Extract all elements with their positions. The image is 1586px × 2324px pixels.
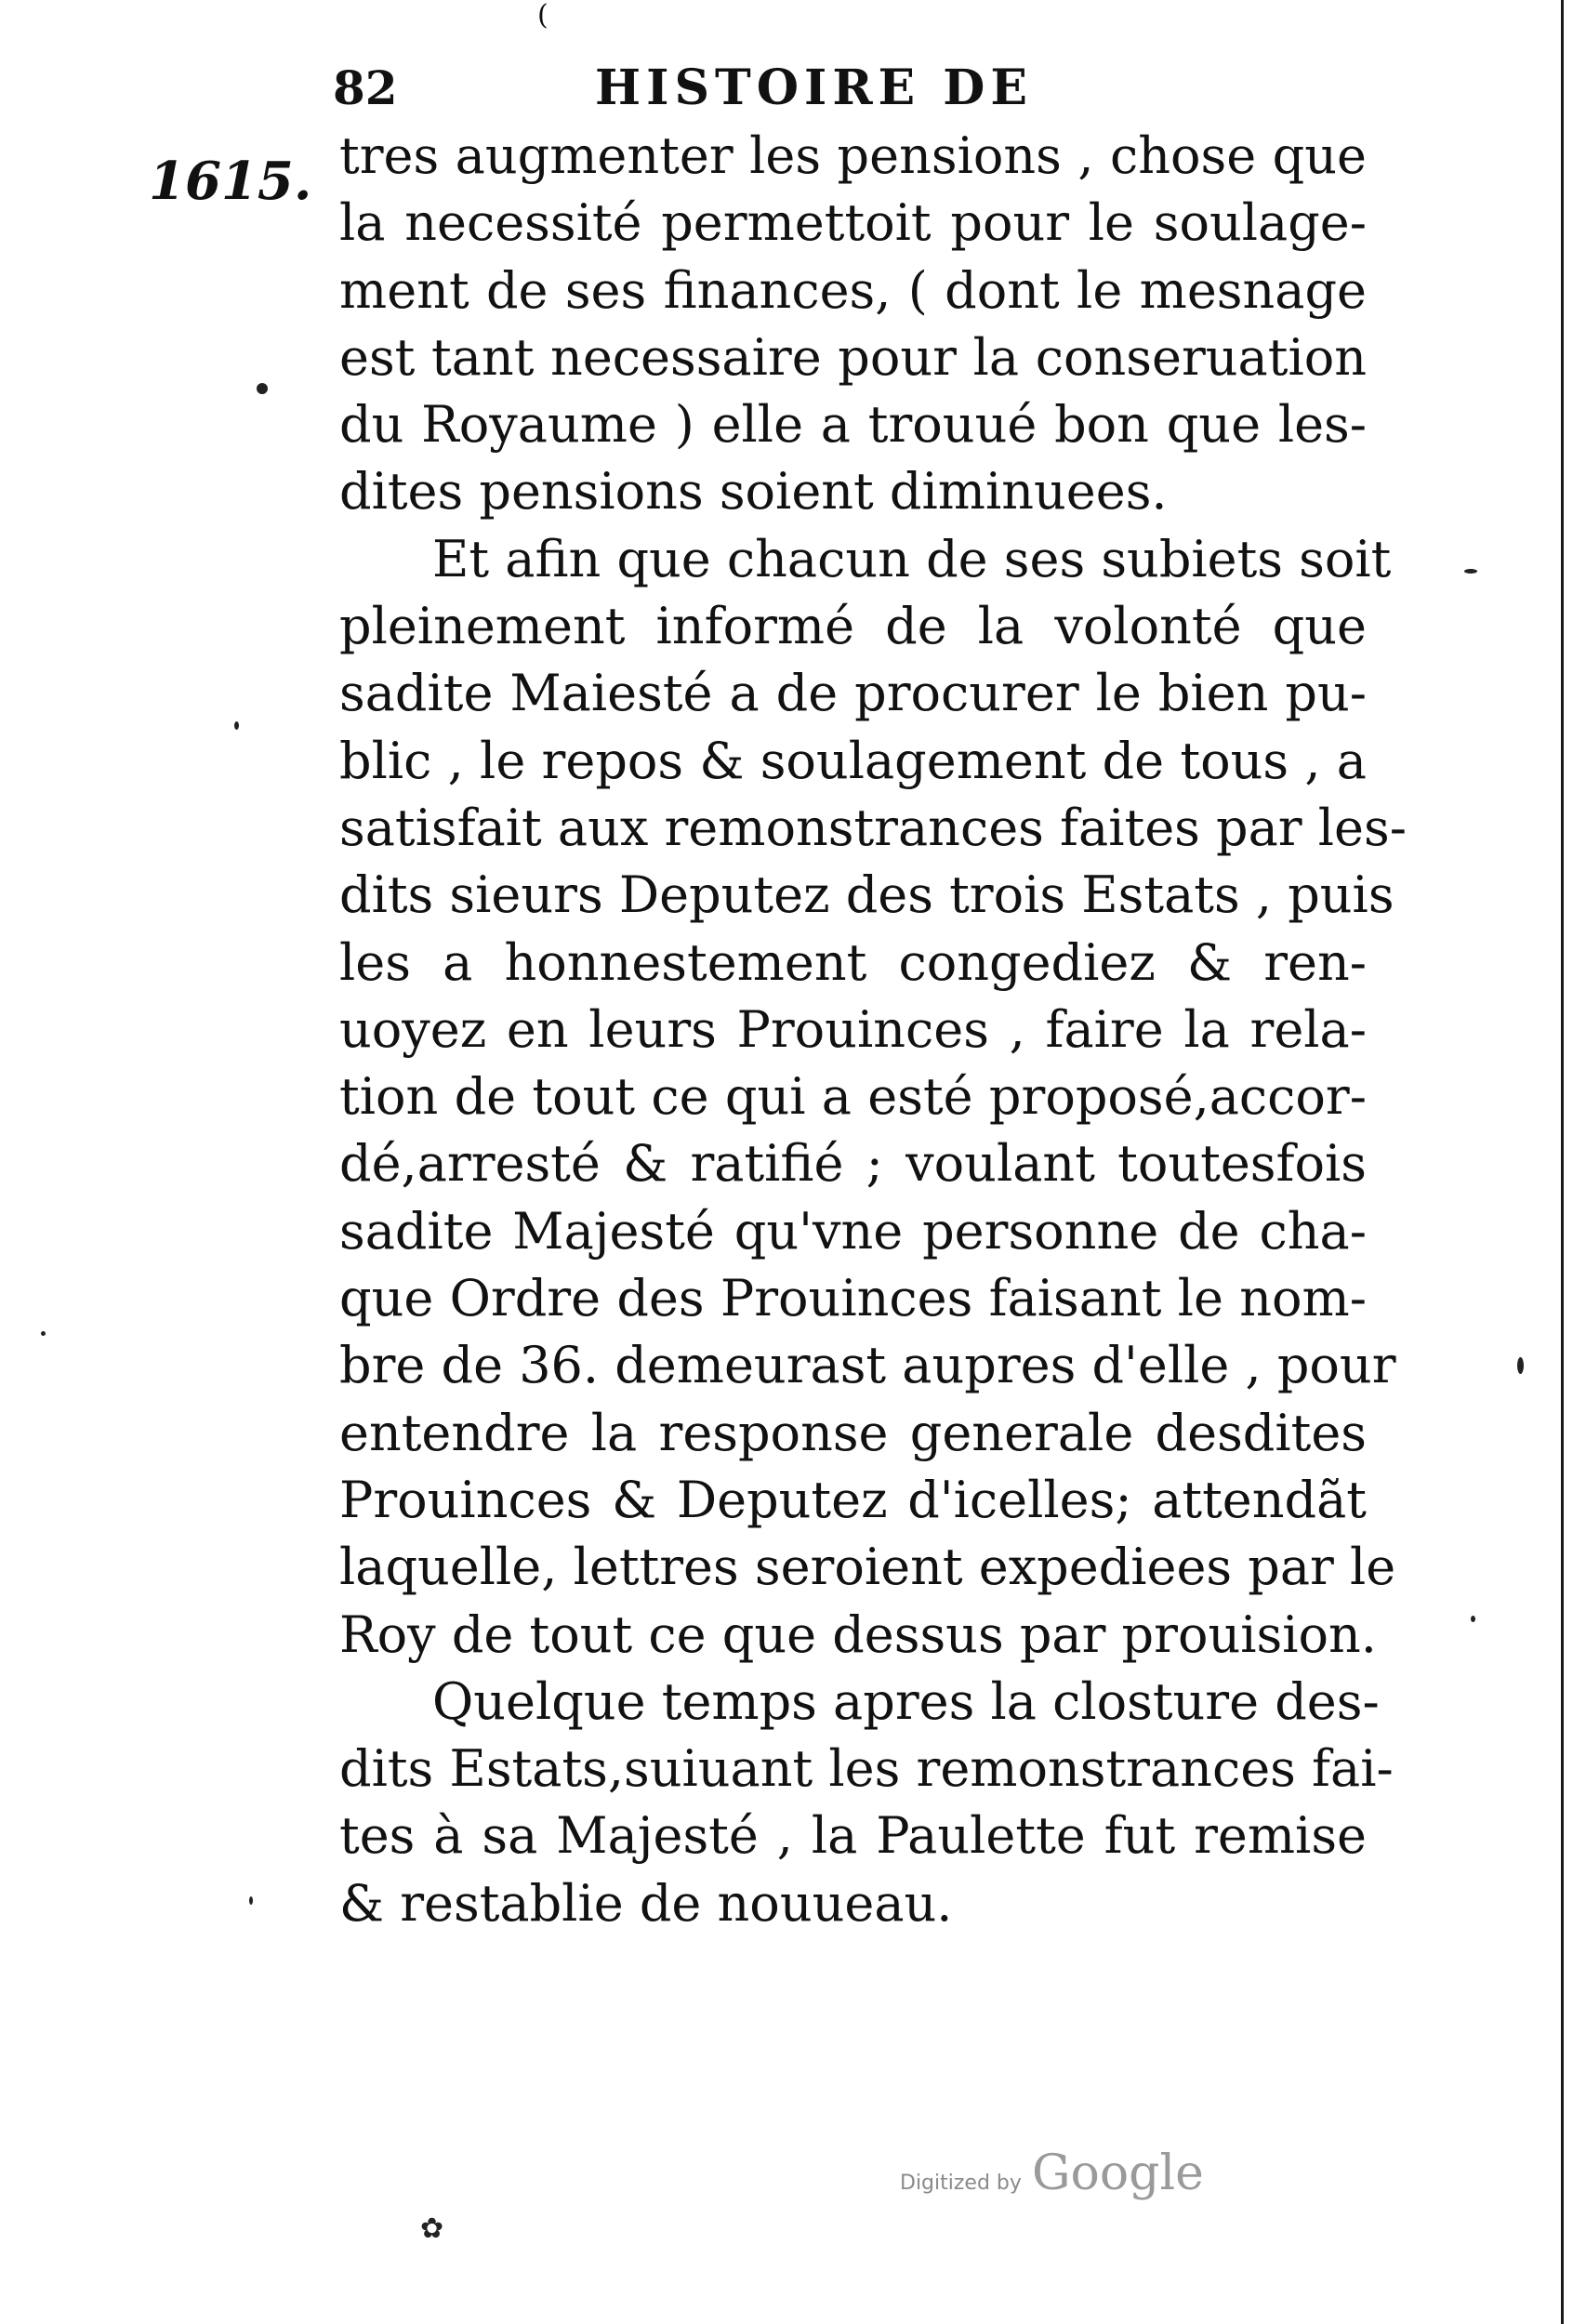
- text-line: sadite Majesté qu'vne personne de cha-: [339, 1201, 1367, 1261]
- body-text: [339, 123, 1407, 1937]
- text-line: uoyez en leurs Prouinces , faire la rela-: [339, 999, 1367, 1059]
- ink-speck: [1464, 569, 1477, 574]
- ink-speck: [234, 721, 239, 730]
- ink-speck: [257, 383, 268, 394]
- text-line: tes à sa Majesté , la Paulette fut remise: [339, 1806, 1367, 1866]
- text-line: la necessité permettoit pour le soulage-: [339, 193, 1367, 253]
- ink-speck: [41, 1331, 46, 1336]
- text-line: blic , le repos & soulagement de tous , a: [339, 731, 1367, 790]
- page-edge-line: [1561, 0, 1564, 2324]
- text-line: Prouinces & Deputez d'icelles; attendãt: [339, 1470, 1367, 1529]
- text-line: est tant necessaire pour la conseruation: [339, 327, 1367, 387]
- text-line: pleinement informé de la volonté que: [339, 597, 1367, 656]
- google-logo: Google: [1032, 2146, 1204, 2201]
- text-line: entendre la response generale desdites: [339, 1403, 1367, 1462]
- digitized-by-label: Digitized by: [900, 2172, 1022, 2195]
- text-line: & restablie de nouueau.: [339, 1873, 953, 1933]
- page-number: 82: [333, 60, 398, 115]
- text-line: dé,arresté & ratifié ; voulant toutesfois: [339, 1134, 1367, 1194]
- text-line: dits sieurs Deputez des trois Estats , puis: [339, 865, 1394, 925]
- top-mark: (: [537, 0, 548, 32]
- text-line: du Royaume ) elle a trouué bon que les-: [339, 395, 1367, 455]
- running-head: HISTOIRE DE: [595, 59, 1034, 116]
- text-line: Quelque temps apres la closture des-: [432, 1671, 1380, 1731]
- text-line: ment de ses finances, ( dont le mesnage: [339, 260, 1367, 320]
- margin-year-note: 1615.: [149, 151, 312, 212]
- text-line: satisfait aux remonstrances faites par les-: [339, 798, 1407, 857]
- text-line: les a honnestement congediez & ren-: [339, 932, 1367, 992]
- text-line: Et afin que chacun de ses subiets soit: [432, 529, 1392, 588]
- ink-speck: [1471, 1616, 1475, 1622]
- ink-speck: [1517, 1357, 1524, 1374]
- text-line: dites pensions soient diminuees.: [339, 462, 1168, 522]
- text-line: laquelle, lettres seroient expediees par le: [339, 1538, 1396, 1597]
- text-line: dits Estats,suiuant les remonstrances fai-: [339, 1739, 1394, 1799]
- text-line: tres augmenter les pensions , chose que: [339, 126, 1367, 185]
- text-line: Roy de tout ce que dessus par prouision.: [339, 1604, 1377, 1664]
- ink-speck: [249, 1896, 253, 1905]
- digitization-attribution: [900, 2146, 1253, 2201]
- text-line: que Ordre des Prouinces faisant le nom-: [339, 1269, 1367, 1328]
- text-line: tion de tout ce qui a esté proposé,accor-: [339, 1067, 1367, 1127]
- text-line: bre de 36. demeurast aupres d'elle , pour: [339, 1336, 1396, 1395]
- text-line: sadite Maiesté a de procurer le bien pu-: [339, 664, 1367, 723]
- printer-ornament-icon: ✿: [420, 2212, 444, 2245]
